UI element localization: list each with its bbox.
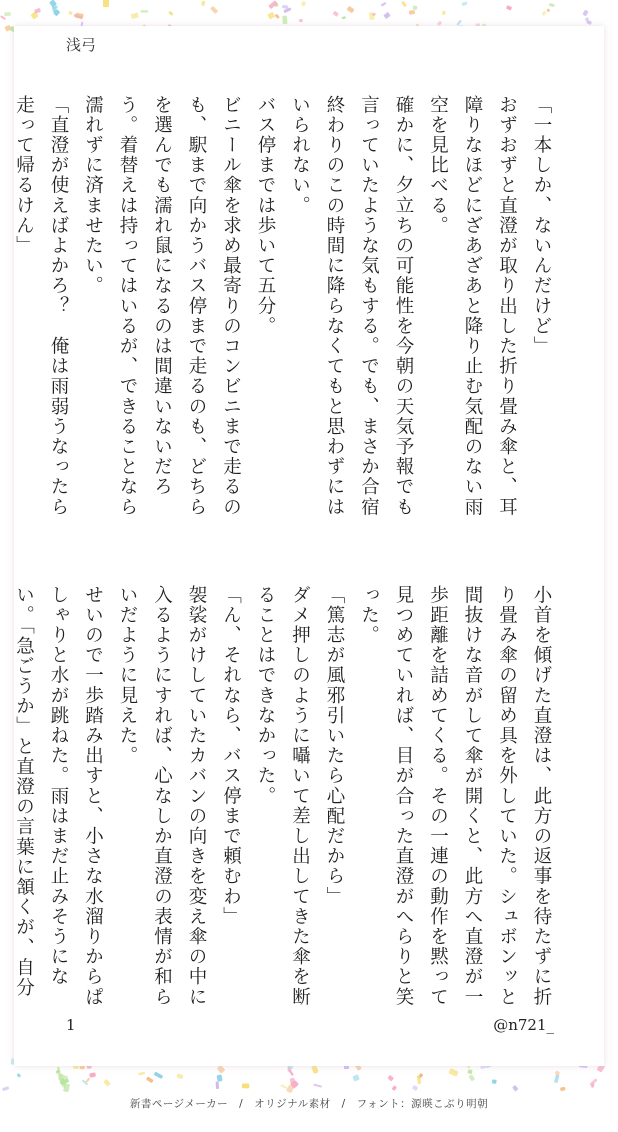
confetti-piece xyxy=(242,1083,249,1088)
confetti-piece xyxy=(85,1078,90,1083)
confetti-piece xyxy=(275,14,280,19)
confetti-piece xyxy=(560,1087,566,1091)
confetti-piece xyxy=(554,1070,560,1076)
paragraph: 「一本しか、ないんだけど」 xyxy=(531,95,552,357)
paragraph xyxy=(0,95,6,535)
paragraph: ビニール傘を求め最寄りのコンビニまで走るのも、駅まで向かうバス停まで走るのも、どちらを選んでも濡れ鼠になるのは間違いないだろう。着替えは持ってはいるが、できることなら濡れずに済ませたい。 xyxy=(82,95,242,518)
confetti-piece xyxy=(392,1085,397,1091)
confetti-piece xyxy=(89,1072,96,1077)
confetti-piece xyxy=(381,2,387,7)
confetti-piece xyxy=(168,11,173,16)
confetti-piece xyxy=(512,1085,518,1092)
confetti-piece xyxy=(311,1065,319,1074)
paragraph: 小首を傾げた直澄は、此方の返事を待たずに折り畳み傘の留め具を外していた。シュボンッと間抜けな音がして傘が開くと、此方へ直澄が一歩距離を詰めてくる。その一連の動作を黙って見つめていれば、目が合った直澄がへらりと笑った。 xyxy=(358,585,552,1008)
confetti-piece xyxy=(542,11,547,16)
confetti-piece xyxy=(352,1074,359,1081)
confetti-piece xyxy=(4,12,11,16)
confetti-piece xyxy=(301,1,307,7)
confetti-piece xyxy=(201,0,206,6)
text-block-top xyxy=(13,95,558,535)
credits-line: 新書ページメーカー / オリジナル素材 / フォント：源暎こぶり明朝 xyxy=(129,1098,489,1110)
paragraph: 「篤志が風邪引いたら心配だから」 xyxy=(324,585,345,907)
confetti-piece xyxy=(154,1071,164,1079)
confetti-piece xyxy=(549,3,555,7)
confetti-piece xyxy=(506,5,512,10)
confetti-piece xyxy=(103,1079,111,1087)
confetti-piece xyxy=(448,1068,458,1077)
confetti-piece xyxy=(282,16,287,25)
confetti-piece xyxy=(313,1083,322,1087)
confetti-piece xyxy=(347,6,355,13)
text-block-bottom xyxy=(13,585,558,1015)
confetti-piece xyxy=(68,11,73,16)
confetti-piece xyxy=(456,20,462,26)
confetti-piece xyxy=(103,0,109,7)
confetti-piece xyxy=(387,1075,394,1082)
paragraph: 袈裟がけしていたカバンの向きを変え傘の中に入るようにすれば、心なしか直澄の表情が和らいだように見えた。 xyxy=(117,585,207,1008)
confetti-piece xyxy=(468,1074,475,1081)
confetti-piece xyxy=(492,1079,497,1083)
confetti-piece xyxy=(75,13,84,19)
confetti-piece xyxy=(461,1,467,6)
confetti-piece xyxy=(442,11,446,16)
confetti-piece xyxy=(141,10,149,13)
author-handle: @n721_ xyxy=(493,1016,554,1034)
paragraph: おずおずと直澄が取り出した折り畳み傘と、耳障りなほどにざあざあと降り止む気配のない雨空を見比べる。 xyxy=(427,95,518,518)
confetti-piece xyxy=(383,12,391,19)
confetti-piece xyxy=(216,1081,220,1089)
paragraph: 「直澄が使えばよかろ？ 俺は雨弱うなったら走って帰るけん」 xyxy=(13,95,69,518)
confetti-piece xyxy=(267,12,275,20)
confetti-piece xyxy=(409,10,415,15)
confetti-piece xyxy=(210,6,218,14)
confetti-piece xyxy=(401,1,407,8)
confetti-piece xyxy=(333,11,339,17)
page-number: 1 xyxy=(66,1016,76,1034)
confetti-piece xyxy=(467,1069,472,1074)
confetti-piece xyxy=(299,19,303,22)
paragraph: せいので一歩踏み出すと、小さな水溜りからぱしゃりと水が跳ねた。雨はまだ止みそうにない。「急ごうか」と直澄の言葉に頷くが、自分 xyxy=(13,585,104,1008)
confetti-piece xyxy=(176,1074,183,1080)
confetti-piece xyxy=(413,5,418,10)
paragraph: バス停までは歩いて五分。 xyxy=(255,95,276,337)
confetti-piece xyxy=(582,10,588,17)
confetti-piece xyxy=(138,1072,145,1076)
confetti-piece xyxy=(412,1085,418,1091)
paragraph: ダメ押しのように囁いて差し出してきた傘を断ることはできなかった。 xyxy=(255,585,311,1008)
confetti-piece xyxy=(342,16,346,19)
confetti-piece xyxy=(288,1069,294,1076)
paragraph: 「ん、それなら、バス停まで頼むわ」 xyxy=(220,585,242,927)
confetti-piece xyxy=(131,13,139,20)
confetti-piece xyxy=(554,1074,560,1083)
confetti-piece xyxy=(217,1074,223,1081)
header-title: 浅弓 xyxy=(66,36,97,54)
confetti-piece xyxy=(282,5,288,9)
confetti-piece xyxy=(2,1086,9,1091)
confetti-piece xyxy=(146,1076,154,1083)
confetti-piece xyxy=(280,1084,287,1089)
confetti-piece xyxy=(547,8,550,12)
confetti-piece xyxy=(16,1073,21,1078)
paragraph: 確かに、夕立ちの可能性を今朝の天気予報でも言っていたような気もする。でも、まさか合宿終わりのこの時間に降らなくてもと思わずにはいられない。 xyxy=(289,95,414,518)
confetti-piece xyxy=(217,1065,226,1074)
